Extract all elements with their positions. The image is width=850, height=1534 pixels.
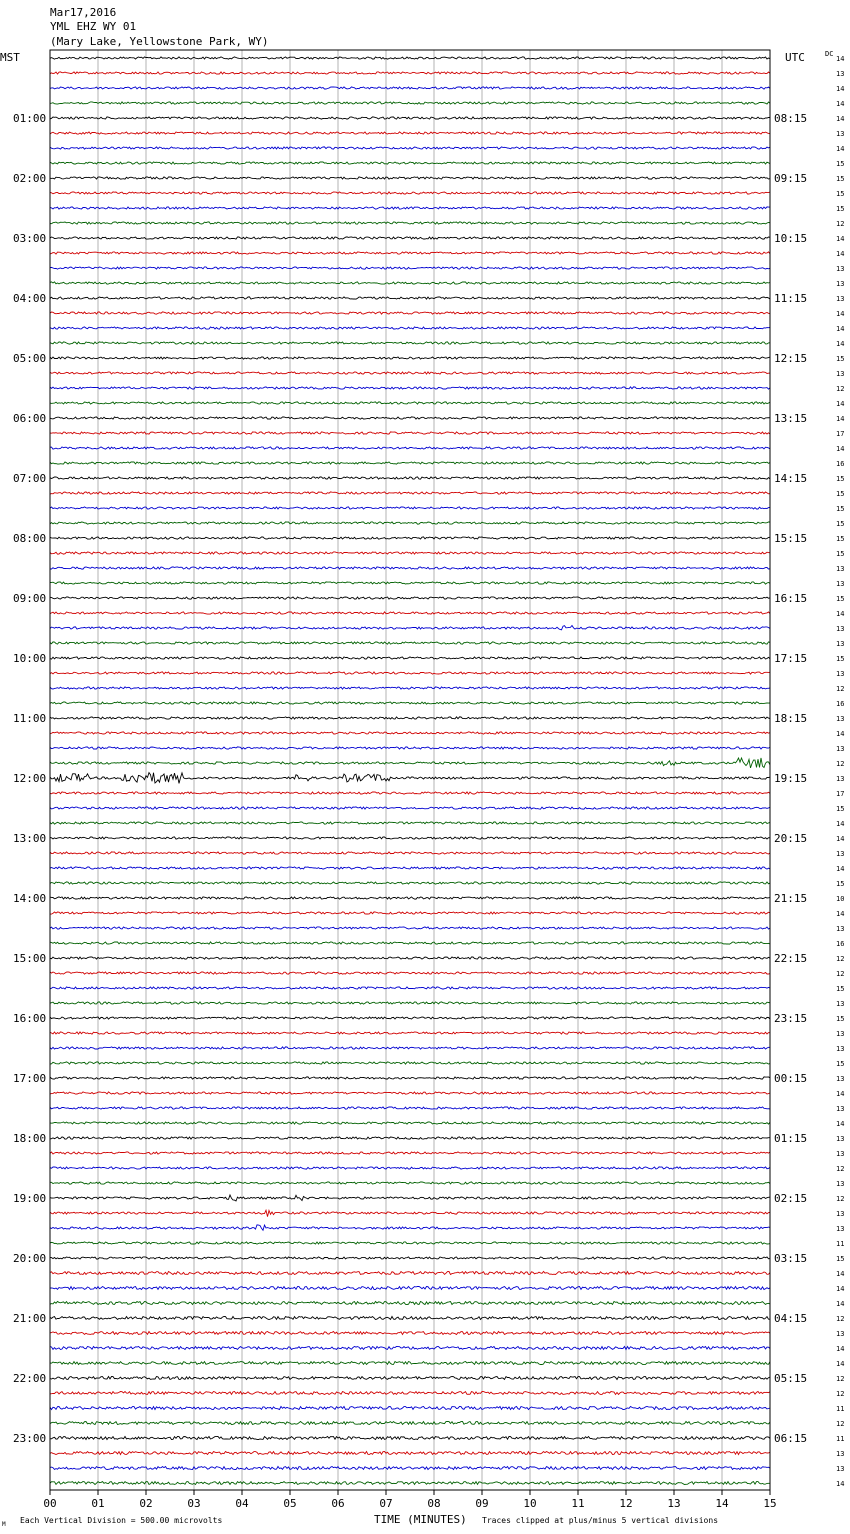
utc-hour-label: 05:15 xyxy=(774,1372,808,1385)
dc-offset-value: 13 xyxy=(836,850,845,858)
dc-label: DC xyxy=(825,50,834,58)
seismic-trace xyxy=(50,1437,770,1440)
dc-offset-value: 13 xyxy=(836,1075,845,1083)
seismic-trace xyxy=(50,87,770,89)
dc-offset-value: 13 xyxy=(836,70,845,78)
seismic-trace xyxy=(50,1002,770,1004)
seismic-traces xyxy=(50,57,770,1485)
dc-offset-value: 13 xyxy=(836,745,845,753)
utc-axis-title: UTC xyxy=(785,51,805,64)
dc-offset-value: 15 xyxy=(836,1255,845,1263)
dc-offset-value: 13 xyxy=(836,1150,845,1158)
seismic-trace xyxy=(50,1077,770,1079)
seismic-trace xyxy=(50,1422,770,1425)
mst-hour-label: 14:00 xyxy=(13,892,47,905)
seismic-trace xyxy=(50,162,770,164)
dc-offset-value: 13 xyxy=(836,1000,845,1008)
seismic-trace xyxy=(50,207,770,209)
station-label: YML EHZ WY 01 xyxy=(50,20,137,33)
seismic-trace xyxy=(50,1182,770,1184)
dc-offset-value: 14 xyxy=(836,1480,845,1488)
seismic-trace xyxy=(50,57,770,59)
seismic-trace xyxy=(50,567,770,569)
dc-offset-value: 15 xyxy=(836,985,845,993)
dc-offset-value: 15 xyxy=(836,355,845,363)
x-tick-label: 12 xyxy=(619,1497,633,1510)
seismic-trace xyxy=(50,492,770,494)
seismic-trace xyxy=(50,972,770,974)
dc-offset-value: 14 xyxy=(836,415,845,423)
seismic-trace xyxy=(50,102,770,104)
dc-offset-value: 13 xyxy=(836,1135,845,1143)
seismic-trace xyxy=(50,327,770,329)
dc-offset-value: 13 xyxy=(836,130,845,138)
dc-offset-value: 14 xyxy=(836,1120,845,1128)
seismic-trace xyxy=(50,1272,770,1275)
seismic-trace xyxy=(50,822,770,824)
seismic-trace xyxy=(50,312,770,314)
seismic-trace xyxy=(50,1167,770,1169)
mst-hour-label: 16:00 xyxy=(13,1012,47,1025)
mst-hour-label: 21:00 xyxy=(13,1312,47,1325)
dc-offset-value: 15 xyxy=(836,595,845,603)
seismic-trace xyxy=(50,732,770,734)
dc-offset-value: 14 xyxy=(836,1090,845,1098)
dc-offset-value: 15 xyxy=(836,535,845,543)
utc-hour-label: 19:15 xyxy=(774,772,808,785)
dc-offset-value: 11 xyxy=(836,1405,845,1413)
seismic-trace xyxy=(50,867,770,869)
utc-hour-label: 22:15 xyxy=(774,952,808,965)
dc-offset-value: 14 xyxy=(836,1270,845,1278)
x-tick-label: 02 xyxy=(139,1497,153,1510)
seismic-trace xyxy=(50,387,770,389)
dc-offset-value: 17 xyxy=(836,430,845,438)
seismic-trace xyxy=(50,282,770,284)
dc-offset-value: 13 xyxy=(836,775,845,783)
seismic-trace xyxy=(50,702,770,704)
seismic-trace xyxy=(50,1062,770,1064)
utc-hour-label: 14:15 xyxy=(774,472,808,485)
utc-hour-label: 11:15 xyxy=(774,292,808,305)
seismic-trace xyxy=(50,537,770,539)
utc-hour-label: 03:15 xyxy=(774,1252,808,1265)
utc-hour-label: 16:15 xyxy=(774,592,808,605)
seismic-trace xyxy=(50,717,770,719)
x-tick-label: 11 xyxy=(571,1497,585,1510)
clip-note: Traces clipped at plus/minus 5 vertical divisions xyxy=(482,1516,719,1525)
x-tick-label: 03 xyxy=(187,1497,201,1510)
dc-offset-value: 12 xyxy=(836,1165,845,1173)
dc-offset-value: 15 xyxy=(836,190,845,198)
mst-hour-label: 07:00 xyxy=(13,472,47,485)
chart-header xyxy=(0,6,833,64)
utc-hour-label: 18:15 xyxy=(774,712,808,725)
dc-offset-value: 12 xyxy=(836,385,845,393)
dc-offset-value: 13 xyxy=(836,1225,845,1233)
mst-hour-label: 05:00 xyxy=(13,352,47,365)
dc-offset-value: 15 xyxy=(836,655,845,663)
utc-hour-label: 10:15 xyxy=(774,232,808,245)
dc-offset-value: 13 xyxy=(836,1045,845,1053)
seismic-trace xyxy=(50,72,770,74)
x-tick-label: 15 xyxy=(763,1497,777,1510)
mst-hour-label: 11:00 xyxy=(13,712,47,725)
seismic-trace xyxy=(50,342,770,344)
dc-offset-value: 13 xyxy=(836,1465,845,1473)
mst-hour-label: 12:00 xyxy=(13,772,47,785)
dc-offset-value: 14 xyxy=(836,85,845,93)
mst-hour-label: 03:00 xyxy=(13,232,47,245)
seismic-trace xyxy=(50,477,770,479)
utc-time-labels xyxy=(774,112,807,1445)
seismic-trace xyxy=(50,117,770,119)
seismic-trace xyxy=(50,1302,770,1305)
seismic-trace xyxy=(50,758,770,768)
mst-axis-title: MST xyxy=(0,51,20,64)
dc-offset-value: 14 xyxy=(836,55,845,63)
dc-offset-value: 15 xyxy=(836,475,845,483)
mst-hour-label: 01:00 xyxy=(13,112,47,125)
seismic-trace xyxy=(50,1362,770,1365)
plot-frame xyxy=(50,50,770,1490)
seismic-trace xyxy=(50,612,770,614)
utc-hour-label: 00:15 xyxy=(774,1072,808,1085)
dc-offset-value: 14 xyxy=(836,250,845,258)
dc-offset-value: 14 xyxy=(836,325,845,333)
dc-offset-value: 14 xyxy=(836,145,845,153)
dc-offset-value: 12 xyxy=(836,685,845,693)
utc-hour-label: 17:15 xyxy=(774,652,808,665)
dc-offset-value: 15 xyxy=(836,490,845,498)
seismic-trace xyxy=(50,672,770,674)
mst-hour-label: 19:00 xyxy=(13,1192,47,1205)
dc-offset-value: 12 xyxy=(836,220,845,228)
dc-offset-value: 15 xyxy=(836,1060,845,1068)
seismic-trace xyxy=(50,773,770,784)
dc-offset-value: 13 xyxy=(836,715,845,723)
dc-offset-value: 11 xyxy=(836,1240,845,1248)
dc-offset-value: 12 xyxy=(836,760,845,768)
seismic-trace xyxy=(50,582,770,584)
seismic-trace xyxy=(50,237,770,239)
x-tick-label: 06 xyxy=(331,1497,345,1510)
x-tick-label: 01 xyxy=(91,1497,105,1510)
seismic-trace xyxy=(50,987,770,989)
seismic-trace xyxy=(50,1225,770,1230)
utc-hour-label: 08:15 xyxy=(774,112,808,125)
x-tick-label: 04 xyxy=(235,1497,249,1510)
seismic-trace xyxy=(50,626,770,630)
dc-offset-value: 14 xyxy=(836,340,845,348)
mst-hour-label: 02:00 xyxy=(13,172,47,185)
dc-offset-value: 14 xyxy=(836,730,845,738)
utc-hour-label: 06:15 xyxy=(774,1432,808,1445)
seismic-trace xyxy=(50,1392,770,1395)
utc-hour-label: 23:15 xyxy=(774,1012,808,1025)
dc-offset-value: 13 xyxy=(836,295,845,303)
x-tick-label: 13 xyxy=(667,1497,681,1510)
seismic-trace xyxy=(50,1257,770,1259)
dc-offset-value: 12 xyxy=(836,1195,845,1203)
dc-offset-value: 16 xyxy=(836,460,845,468)
dc-offset-value: 13 xyxy=(836,1030,845,1038)
dc-offset-value: 14 xyxy=(836,445,845,453)
location-label: (Mary Lake, Yellowstone Park, WY) xyxy=(50,35,269,48)
utc-hour-label: 15:15 xyxy=(774,532,808,545)
mst-hour-label: 15:00 xyxy=(13,952,47,965)
mst-hour-label: 09:00 xyxy=(13,592,47,605)
seismic-trace xyxy=(50,1482,770,1485)
seismic-trace xyxy=(50,297,770,299)
mst-hour-label: 04:00 xyxy=(13,292,47,305)
seismic-trace xyxy=(50,192,770,194)
seismic-trace xyxy=(50,1017,770,1019)
dc-offset-value: 15 xyxy=(836,520,845,528)
utc-hour-label: 04:15 xyxy=(774,1312,808,1325)
utc-hour-label: 01:15 xyxy=(774,1132,808,1145)
dc-offset-value: 13 xyxy=(836,580,845,588)
dc-offset-value: 11 xyxy=(836,1435,845,1443)
mst-time-labels xyxy=(13,112,46,1445)
dc-offset-value: 13 xyxy=(836,670,845,678)
x-axis-label: TIME (MINUTES) xyxy=(374,1513,467,1526)
dc-offset-value: 14 xyxy=(836,310,845,318)
seismic-trace xyxy=(50,252,770,254)
seismic-trace xyxy=(50,837,770,839)
seismic-trace xyxy=(50,657,770,659)
seismic-trace xyxy=(50,957,770,959)
utc-hour-label: 09:15 xyxy=(774,172,808,185)
dc-offset-value: 13 xyxy=(836,1210,845,1218)
utc-hour-label: 20:15 xyxy=(774,832,808,845)
dc-offset-value: 15 xyxy=(836,880,845,888)
seismic-trace xyxy=(50,1107,770,1109)
mst-hour-label: 13:00 xyxy=(13,832,47,845)
mst-hour-label: 18:00 xyxy=(13,1132,47,1145)
dc-offset-value: 15 xyxy=(836,505,845,513)
x-tick-label: 05 xyxy=(283,1497,297,1510)
dc-offset-value: 14 xyxy=(836,820,845,828)
seismic-trace xyxy=(50,357,770,359)
corner-mark: M xyxy=(2,1521,6,1528)
seismic-trace xyxy=(50,942,770,944)
seismic-trace xyxy=(50,807,770,809)
x-tick-label: 07 xyxy=(379,1497,393,1510)
x-tick-label: 08 xyxy=(427,1497,441,1510)
seismic-trace xyxy=(50,1287,770,1290)
dc-offset-value: 13 xyxy=(836,370,845,378)
seismic-trace xyxy=(50,372,770,374)
seismic-trace xyxy=(50,852,770,854)
dc-offset-value: 15 xyxy=(836,160,845,168)
seismic-trace xyxy=(50,1317,770,1320)
dc-offset-value: 12 xyxy=(836,970,845,978)
seismic-trace xyxy=(50,1452,770,1455)
seismic-trace xyxy=(50,1407,770,1410)
mst-hour-label: 17:00 xyxy=(13,1072,47,1085)
dc-offset-value: 15 xyxy=(836,175,845,183)
dc-offset-value: 15 xyxy=(836,805,845,813)
mst-hour-label: 06:00 xyxy=(13,412,47,425)
seismic-trace xyxy=(50,507,770,509)
seismic-trace xyxy=(50,747,770,749)
seismic-trace xyxy=(50,552,770,554)
mst-hour-label: 20:00 xyxy=(13,1252,47,1265)
dc-offset-value: 12 xyxy=(836,1390,845,1398)
seismic-trace xyxy=(50,222,770,224)
seismic-trace xyxy=(50,927,770,929)
seismic-trace xyxy=(50,1092,770,1094)
dc-offset-value: 14 xyxy=(836,400,845,408)
utc-hour-label: 21:15 xyxy=(774,892,808,905)
seismic-trace xyxy=(50,597,770,599)
dc-offset-value: 14 xyxy=(836,100,845,108)
seismic-trace xyxy=(50,1347,770,1350)
seismic-trace xyxy=(50,1032,770,1034)
seismic-trace xyxy=(50,1377,770,1380)
dc-offset-value: 12 xyxy=(836,1420,845,1428)
chart-footer xyxy=(2,1513,718,1528)
seismic-trace xyxy=(50,1467,770,1470)
dc-offset-values xyxy=(836,55,844,1488)
seismic-trace xyxy=(50,1152,770,1154)
seismic-trace xyxy=(50,147,770,149)
seismic-trace xyxy=(50,177,770,179)
seismic-trace xyxy=(50,402,770,404)
seismic-trace xyxy=(50,912,770,914)
dc-offset-value: 14 xyxy=(836,115,845,123)
dc-offset-value: 14 xyxy=(836,1360,845,1368)
dc-offset-value: 10 xyxy=(836,895,845,903)
x-tick-label: 14 xyxy=(715,1497,729,1510)
dc-offset-value: 16 xyxy=(836,940,845,948)
seismic-trace xyxy=(50,897,770,899)
dc-offset-value: 12 xyxy=(836,955,845,963)
dc-offset-value: 17 xyxy=(836,790,845,798)
dc-offset-value: 15 xyxy=(836,1015,845,1023)
dc-offset-value: 13 xyxy=(836,625,845,633)
seismic-trace xyxy=(50,642,770,644)
utc-hour-label: 02:15 xyxy=(774,1192,808,1205)
dc-offset-value: 13 xyxy=(836,925,845,933)
utc-hour-label: 13:15 xyxy=(774,412,808,425)
x-axis-ticks xyxy=(43,1490,776,1510)
scale-note: Each Vertical Division = 500.00 microvolts xyxy=(20,1516,223,1525)
dc-offset-value: 14 xyxy=(836,910,845,918)
dc-offset-value: 14 xyxy=(836,235,845,243)
dc-offset-value: 12 xyxy=(836,1375,845,1383)
seismic-trace xyxy=(50,1195,770,1201)
dc-offset-value: 13 xyxy=(836,565,845,573)
seismic-trace xyxy=(50,1332,770,1335)
seismic-trace xyxy=(50,687,770,689)
x-tick-label: 10 xyxy=(523,1497,537,1510)
seismic-trace xyxy=(50,1047,770,1049)
seismic-trace xyxy=(50,432,770,434)
dc-offset-value: 14 xyxy=(836,610,845,618)
dc-offset-value: 14 xyxy=(836,865,845,873)
seismic-trace xyxy=(50,462,770,464)
seismic-trace xyxy=(50,1122,770,1124)
seismic-trace xyxy=(50,417,770,419)
mst-hour-label: 08:00 xyxy=(13,532,47,545)
dc-offset-value: 14 xyxy=(836,835,845,843)
dc-offset-value: 13 xyxy=(836,280,845,288)
seismic-trace xyxy=(50,132,770,134)
dc-offset-value: 15 xyxy=(836,205,845,213)
dc-offset-value: 14 xyxy=(836,1300,845,1308)
seismic-trace xyxy=(50,1210,770,1216)
seismic-trace xyxy=(50,1137,770,1139)
dc-offset-value: 13 xyxy=(836,265,845,273)
date-label: Mar17,2016 xyxy=(50,6,117,19)
seismic-trace xyxy=(50,447,770,449)
dc-offset-value: 13 xyxy=(836,640,845,648)
dc-offset-value: 15 xyxy=(836,550,845,558)
dc-offset-value: 13 xyxy=(836,1330,845,1338)
dc-offset-value: 13 xyxy=(836,1450,845,1458)
dc-offset-value: 14 xyxy=(836,1345,845,1353)
seismic-trace xyxy=(50,882,770,884)
dc-offset-value: 12 xyxy=(836,1315,845,1323)
x-tick-label: 00 xyxy=(43,1497,57,1510)
dc-offset-value: 13 xyxy=(836,1180,845,1188)
dc-offset-value: 13 xyxy=(836,1105,845,1113)
mst-hour-label: 23:00 xyxy=(13,1432,47,1445)
seismic-trace xyxy=(50,267,770,269)
dc-offset-value: 14 xyxy=(836,1285,845,1293)
dc-offset-value: 16 xyxy=(836,700,845,708)
seismic-trace xyxy=(50,522,770,524)
seismic-trace xyxy=(50,792,770,794)
seismic-trace xyxy=(50,1242,770,1244)
utc-hour-label: 12:15 xyxy=(774,352,808,365)
mst-hour-label: 22:00 xyxy=(13,1372,47,1385)
x-tick-label: 09 xyxy=(475,1497,489,1510)
mst-hour-label: 10:00 xyxy=(13,652,47,665)
